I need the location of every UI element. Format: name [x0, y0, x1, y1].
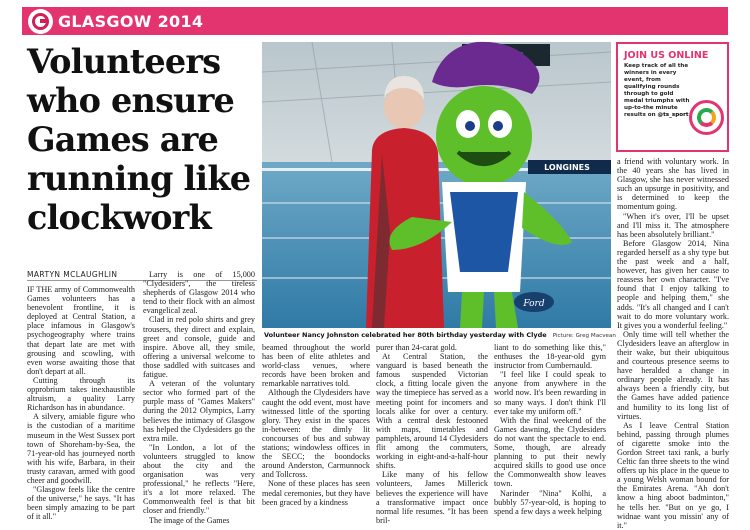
glasgow-2014-promo-logo-icon [689, 100, 724, 135]
paragraph: At Central Station, the vanguard is based beneath the famous suspended Victorian clock, a fitting locale given the way the timepiece has served as a meeting point for incomers and locals alike for over a century. With a central desk festooned with maps, timetables and pamphlets, around 14 Clydesiders flit among the commuters, working in eight-and-a-half-hour shifts. [376, 352, 488, 471]
paragraph: Clad in red polo shirts and grey trousers, they direct and explain, greet and console, guide and inspire. Above all, they smile, offering a universal welcome to those saddled with suitcases and fatigue. [143, 315, 255, 380]
article-column-3 [262, 343, 370, 507]
article-column-4 [376, 343, 488, 525]
promo-text: Keep track of all the winners in every event, from qualifying rounds through to gold medal triumphs with up-to-the minute results on [624, 63, 690, 118]
article-column-6 [617, 157, 729, 530]
sponsor-board: LONGINES [544, 163, 590, 172]
section-title: GLASGOW 2014 [58, 12, 204, 31]
byline: MARTYN MCLAUGHLIN [27, 270, 118, 279]
paragraph: Before Glasgow 2014, Nina regarded herself as a shy type but the past week and a half, however, has given her cause to reassess her own character. "I've found that I enjoy talking to people and helping them," she adds. "It's all changed and I can't wait to do more voluntary work. It gives you a wonderful feeling." [617, 238, 729, 330]
article-photo [262, 42, 611, 328]
paragraph: beamed throughout the world has been of elite athletes and world-class venues, where records have been broken and remarkable narratives told. [262, 343, 370, 389]
paragraph: "In London, a lot of the volunteers struggled to know about the city and the organisation was very professional," he reflects "Here, it's a lot more relaxed. The Commonwealth feel is that bit closer and friendly." [143, 442, 255, 516]
paragraph: liant to do something like this," enthuses the 18-year-old gym instructor from Cumbernauld. [494, 343, 606, 371]
article-column-2 [143, 270, 255, 525]
photo-illustration [262, 42, 611, 328]
paragraph: Cutting through its opprobrium takes inexhaustible altruism, a quality Larry Richardson has in abundance. [27, 375, 135, 413]
sponsor-logo: Ford [523, 299, 545, 309]
paragraph: "When it's over, I'll be upset and I'll miss it. The atmosphere has been absolutely brilliant." [617, 211, 729, 239]
paragraph: IF THE army of Commonwealth Games volunteers has a benevolent frontline, it is deployed at Central Station, a place infamous in Glasgow's psychogeography where trains that depart late are met with grousing and scowling, with even worse awaiting those that don't depart at all. [27, 285, 135, 376]
paragraph: None of these places has seen medal ceremonies, but they have been graced by a kindness [262, 479, 370, 507]
paragraph: "Glasgow feels like the centre of the universe," he says. "It has been simply amazing to be part of it all." [27, 485, 135, 522]
paragraph: purer than 24-carat gold. [376, 343, 457, 352]
paragraph: A silvery, amiable figure who is the custodian of a maritime museum in the West Sussex port town of Shoreham-by-Sea, the 71-year-old has journeyed north with his wife, Barbara, in their trusty caravan, armed with good cheer and goodwill. [27, 412, 135, 485]
photo-caption [264, 331, 616, 339]
paragraph: Only time will tell whether the Clydesiders leave an afterglow in their wake, but their ubiquitous and courteous presence seems to have heralded a change in ordinary people already. It has always been a friendly city, but the Games have added patience and humility to its long list of virtues. [617, 329, 729, 421]
online-promo-box[interactable] [616, 42, 729, 152]
caption-text: Volunteer Nancy Johnston celebrated her 80th birthday yesterday with Clyde [264, 331, 547, 339]
paragraph: Like many of his fellow volunteers, James Millerick believes the experience will have a transformative impact once normal life resumes. "It has been bril- [376, 470, 488, 525]
photo-credit: Picture: Greg Macvean [552, 333, 616, 339]
paragraph: The image of the Games [149, 515, 230, 525]
paragraph: Larry is one of 15,000 "Clydesiders", the tireless shepherds of Glasgow 2014 who tend to their flock with an almost evangelical zeal. [143, 270, 255, 316]
paragraph: With the final weekend of the Games dawning, the Clydesiders do not want the spectacle to end. Some, though, are already planning to put their newly acquired skills to good use once the Commonwealth show leaves town. [494, 415, 606, 489]
promo-title: JOIN US ONLINE [624, 50, 709, 61]
paragraph: Although the Clydesiders have caught the odd event, most have witnessed little of the sporting glory. They exist in the spaces in-between: the dimly lit concourses of bus and subway stations; windowless offices in the SECC; the boondocks around Anderston, Carmunnock and Tollcross. [262, 388, 370, 480]
glasgow-2014-logo-icon [28, 9, 53, 34]
paragraph: Narinder "Nina" Kolhi, a bubbly 57-year-old, is hoping to spend a few days a week helping [494, 488, 606, 516]
paragraph: A veteran of the voluntary sector who formed part of the purple mass of "Games Makers" during the 2012 Olympics, Larry believes the intimacy of Glasgow has helped the Clydesiders go the extra mile. [143, 379, 255, 443]
article-column-5 [494, 343, 606, 516]
headline: Volunteers who ensure Games are running like clockwork [27, 42, 251, 237]
promo-body [624, 63, 694, 119]
paragraph: a friend with voluntary work. In the 40 years she has lived in Glasgow, she has never witnessed such an upsurge in positivity, and is determined to keep the momentum going. [617, 157, 729, 212]
paragraph: "I feel like I could speak to anyone from anywhere in the world now. It's been rewarding in so many ways. I don't think I'll ever take my uniform off." [494, 370, 606, 416]
promo-handle[interactable]: @ts_sport [657, 112, 689, 118]
paragraph: As I leave Central Station behind, passing through plumes of cigarette smoke into the Gordon Street taxi rank, a burly Celtic fan three sheets to the wind offers up his place in the queue to a young Welsh woman bound for the Emirates Arena. "Ah don't know a hing aboot badminton," he tells her. "But on ye go, I widnae want you missin' any of it." [617, 420, 729, 530]
article-column-1 [27, 285, 135, 521]
